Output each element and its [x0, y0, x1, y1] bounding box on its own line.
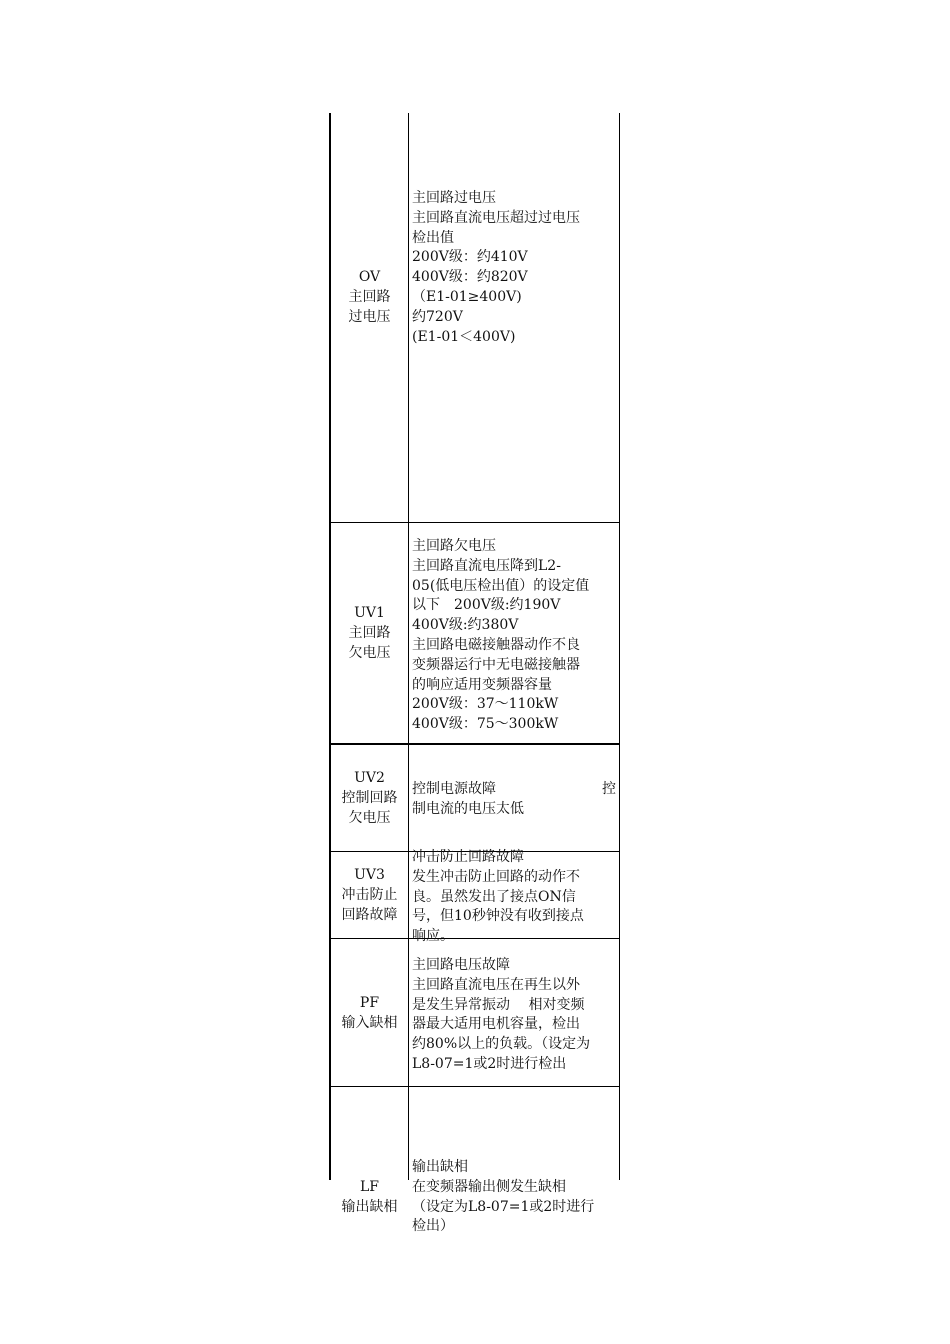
- description-text: 控制电源故障: [412, 781, 496, 797]
- fault-code-cell: [331, 939, 408, 1086]
- description-line: 主回路直流电压超过过电压: [412, 209, 580, 226]
- fault-code: PF: [359, 994, 380, 1011]
- fault-name: 主回路: [348, 625, 391, 641]
- fault-description: [412, 537, 616, 735]
- description-line: 发生冲击防止回路的动作不: [412, 868, 580, 885]
- fault-code: UV2: [354, 770, 385, 786]
- description-line: 冲击防止回路故障: [412, 849, 524, 865]
- fault-name: 欠电压: [348, 645, 391, 661]
- description-line: 在变频器输出侧发生缺相: [412, 1178, 566, 1195]
- description-line: 主回路直流电压在再生以外: [412, 976, 580, 993]
- description-line: 主回路欠电压: [412, 538, 496, 554]
- fault-code-cell: [331, 1177, 408, 1217]
- description-line: 200V级：约410V: [412, 249, 528, 266]
- fault-description: [412, 780, 616, 820]
- description-line: 主回路过电压: [412, 190, 496, 206]
- description-line: 输出缺相: [412, 1159, 468, 1175]
- description-line: (E1-01＜400V): [412, 328, 516, 345]
- description-line: 检出）: [412, 1218, 454, 1235]
- table-column-divider: [408, 113, 409, 1180]
- fault-name: 输入缺相: [341, 1014, 398, 1031]
- description-line: 约80%以上的负载。（设定为: [412, 1036, 591, 1053]
- fault-name: 回路故障: [341, 907, 398, 923]
- table-right-border: [619, 113, 620, 1180]
- description-line: [412, 780, 616, 800]
- description-line: 400V级：约820V: [412, 269, 528, 286]
- fault-name: 主回路: [348, 288, 391, 305]
- fault-name: 冲击防止: [341, 887, 398, 903]
- description-line: 检出值: [412, 229, 454, 246]
- fault-name: 欠电压: [348, 810, 391, 826]
- description-line: 的响应适用变频器容量: [412, 676, 552, 693]
- description-line: L8-07=1或2时进行检出: [412, 1055, 567, 1072]
- description-line: 以下 200V级:约190V: [412, 597, 561, 614]
- fault-code: OV: [358, 268, 381, 285]
- fault-code: UV1: [354, 605, 385, 621]
- description-line: 是发生异常振动 相对变频: [412, 996, 585, 1013]
- fault-name: 输出缺相: [341, 1199, 398, 1215]
- description-line: 制电流的电压太低: [412, 800, 524, 817]
- description-line: 05(低电压检出值）的设定值: [412, 577, 590, 594]
- fault-description: [412, 956, 616, 1075]
- description-line: （E1-01≥400V): [412, 288, 522, 305]
- fault-code-cell: [331, 745, 408, 851]
- fault-name: 过电压: [348, 308, 391, 325]
- description-line: 良。虽然发出了接点ON信: [412, 888, 576, 905]
- description-line: 变频器运行中无电磁接触器: [412, 656, 580, 673]
- description-line: （设定为L8-07=1或2时进行: [412, 1198, 595, 1215]
- description-line: 400V级:约380V: [412, 617, 519, 634]
- description-line: 主回路电磁接触器动作不良: [412, 636, 580, 653]
- fault-code: UV3: [354, 867, 385, 883]
- description-line: 响应。: [412, 928, 454, 945]
- fault-name: 控制回路: [341, 790, 398, 806]
- description-line: 器最大适用电机容量，检出: [412, 1016, 580, 1033]
- description-line: 号，但10秒钟没有收到接点: [412, 908, 584, 925]
- description-line: 400V级：75～300kW: [412, 716, 559, 733]
- description-line: 200V级：37～110kW: [412, 696, 559, 713]
- fault-code-cell: [331, 113, 408, 480]
- fault-code-cell: [331, 852, 408, 938]
- fault-description: [412, 1158, 616, 1237]
- description-text: 控: [602, 781, 616, 797]
- description-line: 主回路电压故障: [412, 957, 510, 973]
- description-line: 主回路直流电压降到L2-: [412, 557, 561, 574]
- fault-description: [412, 848, 616, 947]
- fault-code-cell: [331, 523, 408, 743]
- fault-code: LF: [359, 1179, 379, 1195]
- row-divider: [329, 1086, 620, 1087]
- description-line: 约720V: [412, 308, 463, 325]
- fault-description: [412, 189, 616, 347]
